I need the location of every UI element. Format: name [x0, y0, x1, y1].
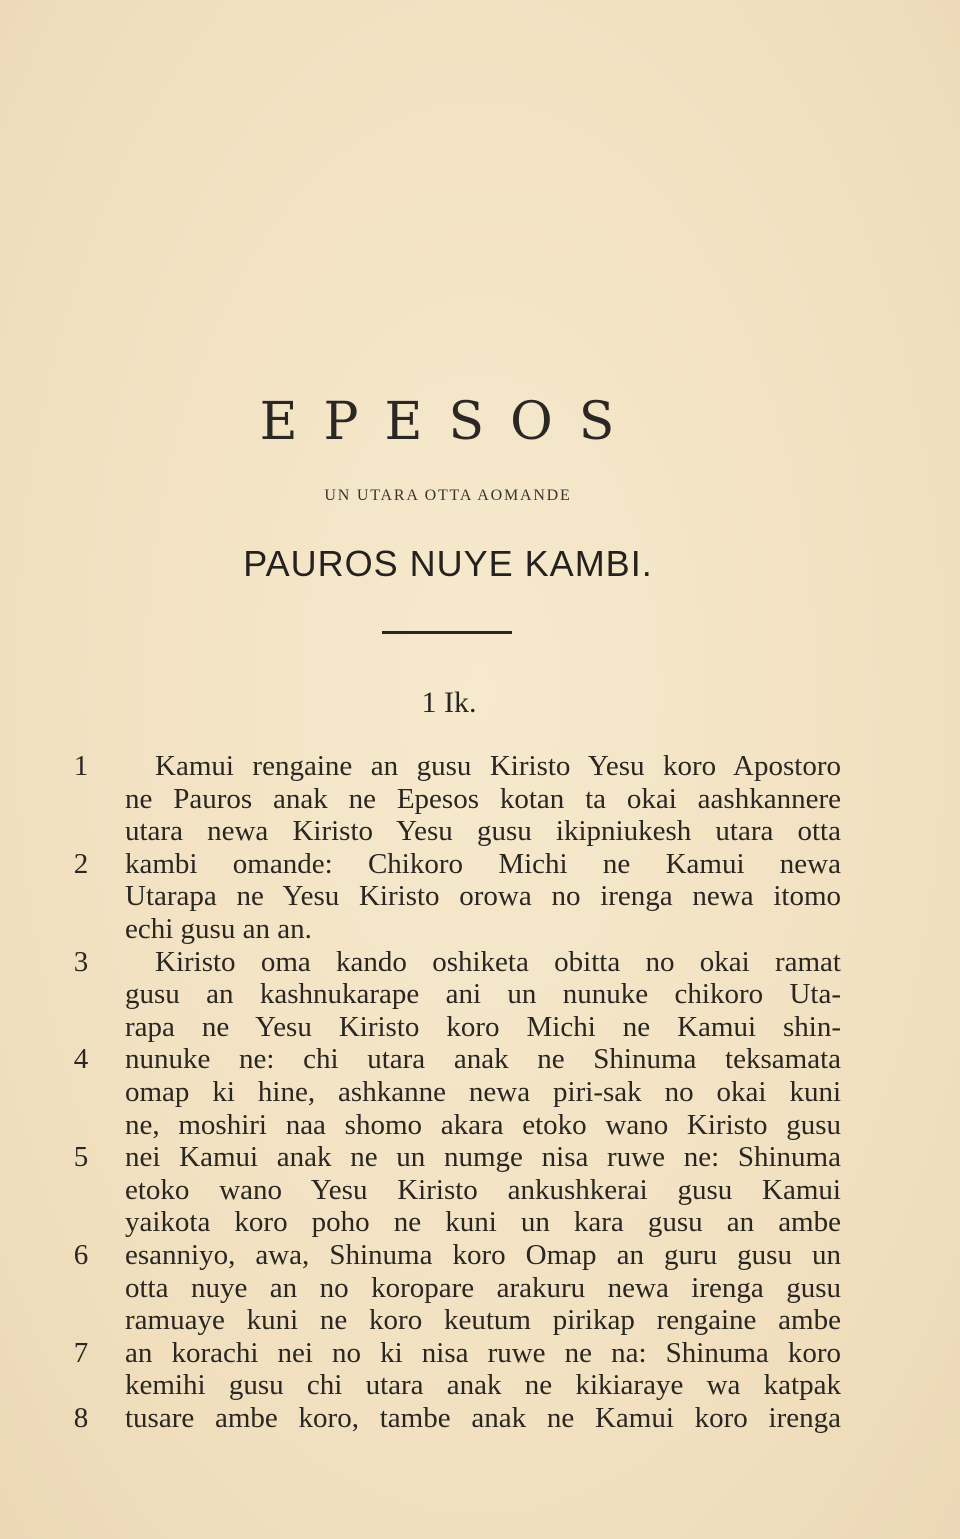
text-line: utara newa Kiristo Yesu gusu ikipniukesh utara otta	[125, 815, 841, 848]
text-line: omap ki hine, ashkanne newa piri-sak no okai kuni	[125, 1075, 841, 1108]
text-line: yaikota koro poho ne kuni un kara gusu an ambe	[125, 1206, 841, 1239]
text-line: rapa ne Yesu Kiristo koro Michi ne Kamui shin-	[125, 1010, 841, 1043]
text-line: Kamui rengaine an gusu Kiristo Yesu koro Apostoro	[155, 750, 841, 782]
text-line: tusare ambe koro, tambe anak ne Kamui koro irenga	[125, 1401, 841, 1434]
verse-number: 2	[73, 847, 89, 880]
verse-number: 3	[73, 945, 89, 978]
text-line: Kiristo oma kando oshiketa obitta no okai ramat	[155, 945, 841, 978]
verse-number: 7	[73, 1336, 89, 1369]
text-line: echi gusu an an.	[125, 912, 312, 945]
text-line: ne Pauros anak ne Epesos kotan ta okai aashkannere	[125, 782, 841, 815]
verse-number: 6	[73, 1239, 89, 1271]
text-line: kemihi gusu chi utara anak ne kikiaraye wa katpak	[125, 1369, 841, 1402]
text-line: nei Kamui anak ne un numge nisa ruwe ne: Shinuma	[125, 1141, 841, 1174]
body-text	[125, 750, 841, 1434]
text-line: kambi omande: Chikoro Michi ne Kamui newa	[125, 847, 841, 880]
text-line: an korachi nei no ki nisa ruwe ne na: Shinuma koro	[125, 1336, 841, 1369]
verse-number: 5	[73, 1141, 89, 1174]
text-line: ne, moshiri naa shomo akara etoko wano Kiristo gusu	[125, 1108, 841, 1141]
book-heading: PAUROS NUYE KAMBI.	[243, 543, 653, 584]
verse-number: 4	[73, 1043, 89, 1076]
chapter-heading: 1 Ik.	[421, 686, 477, 719]
text-line: ramuaye kuni ne koro keutum pirikap rengaine ambe	[125, 1304, 841, 1337]
divider-rule	[382, 631, 512, 634]
text-line: esanniyo, awa, Shinuma koro Omap an guru gusu un	[125, 1238, 841, 1271]
text-line: gusu an kashnukarape ani un nunuke chikoro Uta-	[125, 978, 841, 1011]
book-subtitle: UN UTARA OTTA AOMANDE	[324, 487, 572, 504]
text-line: otta nuye an no koropare arakuru newa irenga gusu	[125, 1271, 841, 1304]
book-title: EPESOS	[259, 392, 641, 452]
text-line: nunuke ne: chi utara anak ne Shinuma teksamata	[125, 1043, 841, 1076]
text-line: Utarapa ne Yesu Kiristo orowa no irenga newa itomo	[125, 880, 841, 913]
verse-number: 1	[73, 750, 89, 782]
verse-number: 8	[73, 1402, 89, 1434]
text-line: etoko wano Yesu Kiristo ankushkerai gusu Kamui	[125, 1173, 841, 1206]
